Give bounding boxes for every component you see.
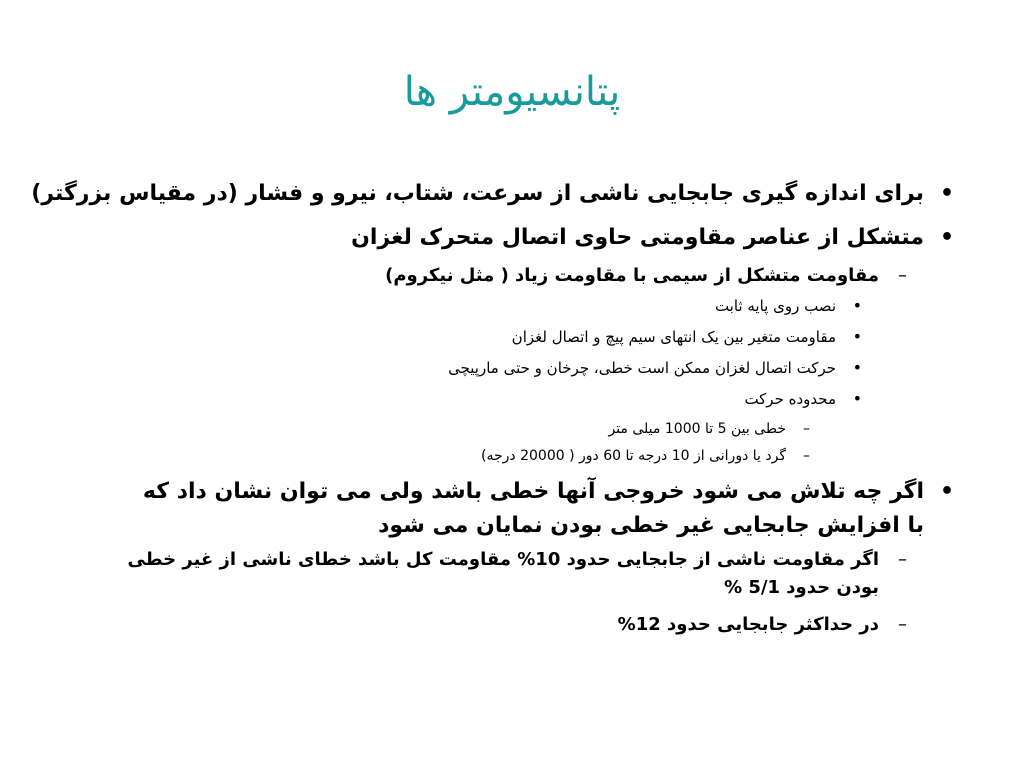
bullet-marker: • [939,479,954,504]
dash-marker: – [803,448,810,464]
sub-bullet-item [89,546,907,602]
bullet-item [351,222,954,254]
sub-sub-bullet-item [744,386,862,412]
sub-sub-bullet-item [714,293,862,319]
range-text: گرد یا دورانی از 10 درجه تا 60 دور ( 20000 درجه) [481,448,786,464]
sub-bullet-item [385,262,907,290]
bullet-marker: • [852,296,862,315]
slide-title: پتانسیومتر ها [403,69,621,115]
dash-marker: – [898,614,907,635]
bullet-marker: • [939,225,954,250]
bullet-text: متشکل از عناصر مقاومتی حاوی اتصال متحرک لغزان [351,225,924,250]
bullet-text: اگر چه تلاش می شود خروجی آنها خطی باشد ولی می توان نشان داد که با افزایش جابجایی غیر خطی بودن نمایان می شود [142,479,924,538]
dash-marker: – [898,549,907,570]
sub-sub-bullet-text: مقاومت متغیر بین یک انتهای سیم پیچ و اتصال لغزان [511,328,836,346]
bullet-text: برای اندازه گیری جابجایی ناشی از سرعت، شتاب، نیرو و فشار (در مقیاس بزرگتر) [31,181,924,206]
dash-marker: – [803,421,810,437]
bullet-marker: • [852,389,862,408]
sub-sub-bullet-text: محدوده حرکت [744,390,836,408]
sub-bullet-text: در حداکثر جابجایی حدود 12% [617,614,879,635]
bullet-marker: • [939,181,954,206]
sub-sub-bullet-item [448,355,862,381]
range-item [481,444,810,468]
sub-bullet-item [617,611,907,639]
range-text: خطی بین 5 تا 1000 میلی متر [608,421,786,437]
sub-sub-bullet-text: حرکت اتصال لغزان ممکن است خطی، چرخان و حتی مارپیچی [448,359,836,377]
bullet-item [134,475,954,543]
sub-bullet-text: اگر مقاومت ناشی از جابجایی حدود 10% مقاومت کل باشد خطای ناشی از غیر خطی بودن حدود 5/1 % [127,549,879,598]
sub-sub-bullet-text: نصب روی پایه ثابت [714,297,836,315]
sub-sub-bullet-item [511,324,862,350]
bullet-item [31,178,954,210]
sub-bullet-text: مقاومت متشکل از سیمی با مقاومت زیاد ( مثل نیکروم) [385,265,879,286]
dash-marker: – [898,265,907,286]
bullet-marker: • [852,358,862,377]
range-item [608,417,810,441]
bullet-marker: • [852,327,862,346]
